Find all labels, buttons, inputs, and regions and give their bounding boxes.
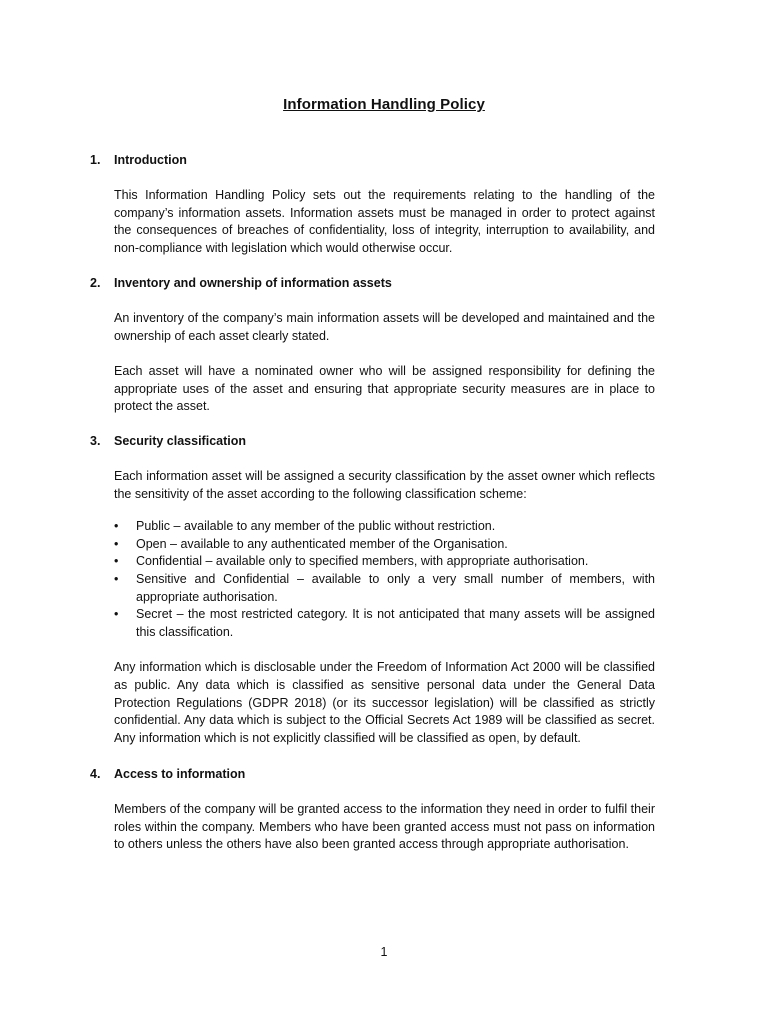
list-item bbox=[114, 553, 655, 571]
section-security-classification bbox=[90, 433, 655, 747]
list-item bbox=[114, 606, 655, 641]
paragraph: This Information Handling Policy sets out the requirements relating to the handling of the company’s information assets. Information assets must be managed in order to protect against the consequences of breaches of confidentiality, loss of integrity, interruption to availability, and non-compliance with legislation which would otherwise occur. bbox=[114, 188, 655, 255]
document-title: Information Handling Policy bbox=[283, 96, 485, 113]
section-number: 1. bbox=[90, 153, 101, 167]
section-title: Access to information bbox=[114, 767, 246, 781]
list-item-text: Public – available to any member of the public without restriction. bbox=[136, 519, 496, 534]
list-item bbox=[114, 571, 655, 606]
paragraph: An inventory of the company’s main information assets will be developed and maintained and the ownership of each asset clearly stated. bbox=[114, 311, 655, 343]
section-title: Introduction bbox=[114, 153, 187, 167]
section-title: Security classification bbox=[114, 434, 247, 448]
section-inventory bbox=[90, 275, 655, 416]
list-item-text: Sensitive and Confidential – available to only a very small number of members, with appropriate authorisation. bbox=[136, 571, 655, 604]
list-item-text: Secret – the most restricted category. It is not anticipated that many assets will be assigned this classification. bbox=[136, 607, 655, 639]
bullet-icon: • bbox=[114, 571, 119, 586]
section-access bbox=[90, 766, 655, 854]
section-number: 4. bbox=[90, 767, 101, 781]
section-title: Inventory and ownership of information assets bbox=[114, 276, 392, 290]
bullet-icon: • bbox=[114, 519, 119, 534]
list-item bbox=[114, 518, 655, 536]
section-heading bbox=[90, 433, 655, 450]
paragraph: Each information asset will be assigned a security classification by the asset owner which reflects the sensitivity of the asset according to the following classification scheme: bbox=[114, 469, 655, 501]
paragraph: Each asset will have a nominated owner who will be assigned responsibility for defining the appropriate uses of the asset and ensuring that appropriate security measures are in place to protect the asset. bbox=[114, 364, 655, 414]
section-heading bbox=[90, 152, 655, 169]
list-item-text: Confidential – available only to specified members, with appropriate authorisation. bbox=[136, 554, 589, 569]
list-item bbox=[114, 536, 655, 554]
bullet-icon: • bbox=[114, 536, 119, 551]
section-number: 2. bbox=[90, 276, 101, 290]
section-introduction bbox=[90, 152, 655, 257]
section-number: 3. bbox=[90, 434, 101, 448]
bullet-icon: • bbox=[114, 554, 119, 569]
section-heading bbox=[90, 275, 655, 292]
paragraph: Members of the company will be granted access to the information they need in order to fulfil their roles within the company. Members who have been granted access must not pass on information to others unless the others have also been granted access through appropriate authorisation. bbox=[114, 802, 655, 852]
page-number: 1 bbox=[380, 945, 388, 959]
list-item-text: Open – available to any authenticated member of the Organisation. bbox=[136, 536, 508, 551]
paragraph: Any information which is disclosable under the Freedom of Information Act 2000 will be classified as public. Any data which is classified as sensitive personal data under the General Data Protection Regulations (GDPR 2018) (or its successor legislation) will be classified as strictly confidential. Any data which is subject to the Official Secrets Act 1989 will be classified as secret. Any information which is not explicitly classified will be classified as open, by default. bbox=[114, 660, 655, 745]
classification-list bbox=[114, 518, 655, 641]
bullet-icon: • bbox=[114, 607, 119, 622]
section-heading bbox=[90, 766, 655, 783]
